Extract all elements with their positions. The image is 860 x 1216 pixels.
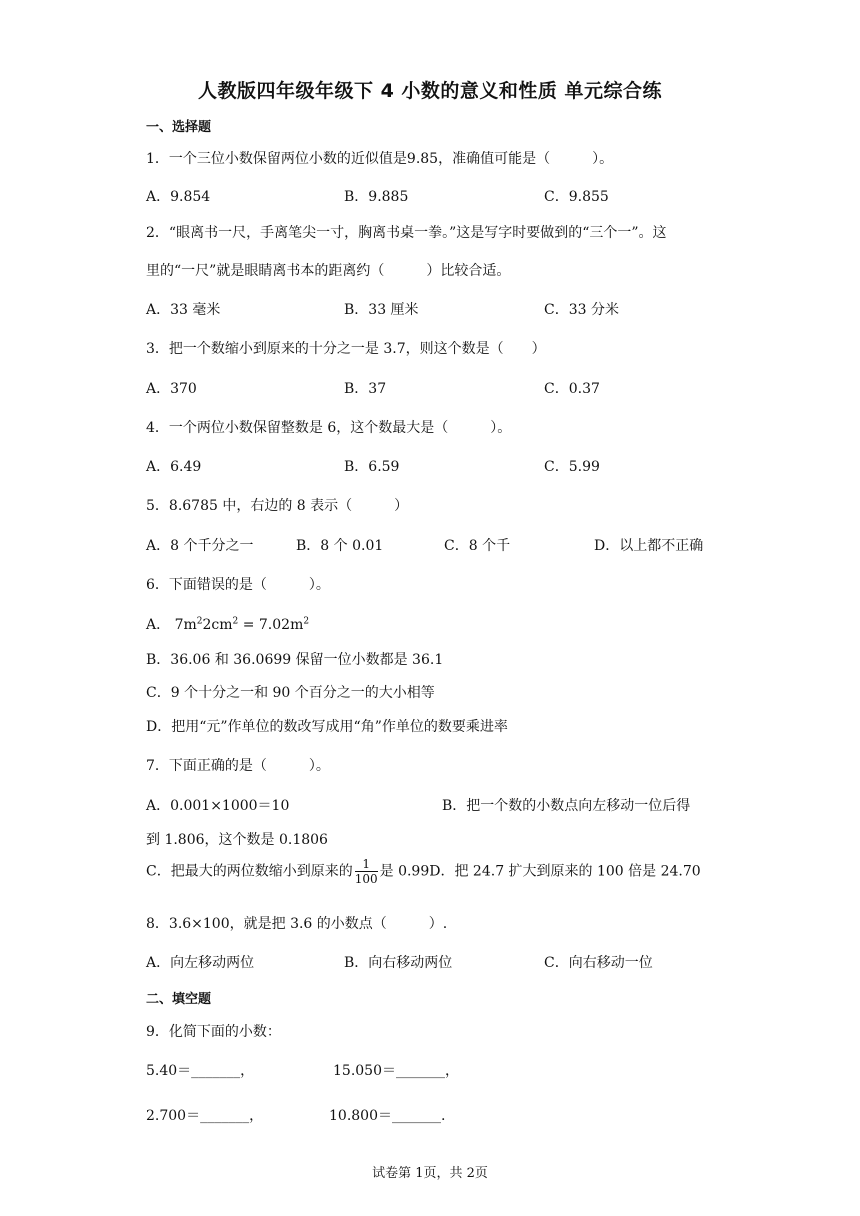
page-footer: 试卷第 1页，共 2页 (372, 1166, 488, 1181)
question-1-option-a: A．9.854 (146, 189, 211, 205)
question-6-option-b: B．36.06 和 36.0699 保留一位小数都是 36.1 (146, 652, 444, 668)
question-4-option-c: C．5.99 (544, 459, 600, 475)
question-6-option-d: D．把用“元”作单位的数改写成用“角”作单位的数要乘进率 (146, 719, 508, 735)
question-7-options-cd (146, 857, 701, 886)
question-7-stem: 7．下面正确的是（ ）。 (146, 758, 330, 774)
question-7-option-c-pre: C．把最大的两位数缩小到原来的 (146, 863, 353, 880)
fraction-denominator: 100 (354, 872, 378, 886)
question-9-blank-1: 5.40＝_______， (146, 1063, 255, 1079)
question-1-option-c: C．9.855 (544, 189, 609, 205)
question-6-option-a-prefix: A． (146, 617, 171, 633)
question-6-option-a (146, 614, 309, 634)
question-5-option-d: D．以上都不正确 (594, 538, 704, 554)
question-9-blank-2: 15.050＝_______， (333, 1063, 459, 1079)
question-6-option-a-exp2: 2 (232, 616, 239, 627)
question-7-option-c-post: 是 0.99 (379, 863, 430, 880)
question-9-blank-3: 2.700＝_______， (146, 1108, 264, 1124)
question-7-option-d: D．把 24.7 扩大到原来的 100 倍是 24.70 (429, 863, 701, 880)
question-2-option-c: C．33 分米 (544, 302, 619, 318)
question-6-option-a-exp3: 2 (303, 616, 310, 627)
question-7-option-b-line1: B．把一个数的小数点向左移动一位后得 (442, 798, 691, 814)
fraction-numerator: 1 (355, 857, 378, 872)
question-6-option-a-eq: = 7.02m (238, 617, 304, 633)
question-2-stem-line2: 里的“一尺”就是眼睛离书本的距离约（ ）比较合适。 (146, 263, 511, 279)
question-6-option-c: C．9 个十分之一和 90 个百分之一的大小相等 (146, 685, 435, 701)
question-7-option-b-line2: 到 1.806，这个数是 0.1806 (146, 832, 328, 848)
question-5-stem: 5．8.6785 中，右边的 8 表示（ ） (146, 498, 409, 514)
page-title: 人教版四年级年级下 4 小数的意义和性质 单元综合练 (197, 80, 663, 102)
question-6-option-a-exp1: 2 (196, 616, 203, 627)
question-9-blank-4: 10.800＝_______. (329, 1108, 446, 1124)
question-3-option-c: C．0.37 (544, 381, 600, 397)
question-1-stem: 1．一个三位小数保留两位小数的近似值是9.85，准确值可能是（ ）。 (146, 151, 614, 167)
section-heading-fill: 二、填空题 (146, 992, 212, 1007)
question-8-option-b: B．向右移动两位 (344, 955, 453, 971)
question-5-option-a: A．8 个千分之一 (146, 538, 254, 554)
question-2-stem-line1: 2．“眼离书一尺，手离笔尖一寸，胸离书桌一拳。”这是写字时要做到的“三个一”。这 (146, 225, 667, 241)
question-4-option-a: A．6.49 (146, 459, 202, 475)
question-2-option-b: B．33 厘米 (344, 302, 419, 318)
question-1-option-b: B．9.885 (344, 189, 409, 205)
question-6-option-a-cm: 2cm (202, 617, 233, 633)
question-8-stem: 8．3.6×100，就是把 3.6 的小数点（ ）. (146, 916, 448, 932)
fraction-one-hundredth (355, 857, 378, 886)
question-9-stem: 9．化简下面的小数： (146, 1024, 281, 1040)
question-8-option-c: C．向右移动一位 (544, 955, 653, 971)
question-4-option-b: B．6.59 (344, 459, 400, 475)
question-8-option-a: A．向左移动两位 (146, 955, 255, 971)
question-3-option-b: B．37 (344, 381, 387, 397)
question-6-stem: 6．下面错误的是（ ）。 (146, 577, 330, 593)
question-4-stem: 4．一个两位小数保留整数是 6，这个数最大是（ ）。 (146, 420, 512, 436)
question-3-option-a: A．370 (146, 381, 197, 397)
question-5-option-c: C．8 个千 (444, 538, 511, 554)
question-2-option-a: A．33 毫米 (146, 302, 221, 318)
question-6-option-a-m: 7m (174, 617, 197, 633)
question-3-stem: 3．把一个数缩小到原来的十分之一是 3.7，则这个数是（ ） (146, 341, 546, 357)
section-heading-choice: 一、选择题 (146, 120, 212, 135)
question-5-option-b: B．8 个 0.01 (296, 538, 384, 554)
question-7-option-a: A．0.001×1000＝10 (146, 798, 290, 814)
